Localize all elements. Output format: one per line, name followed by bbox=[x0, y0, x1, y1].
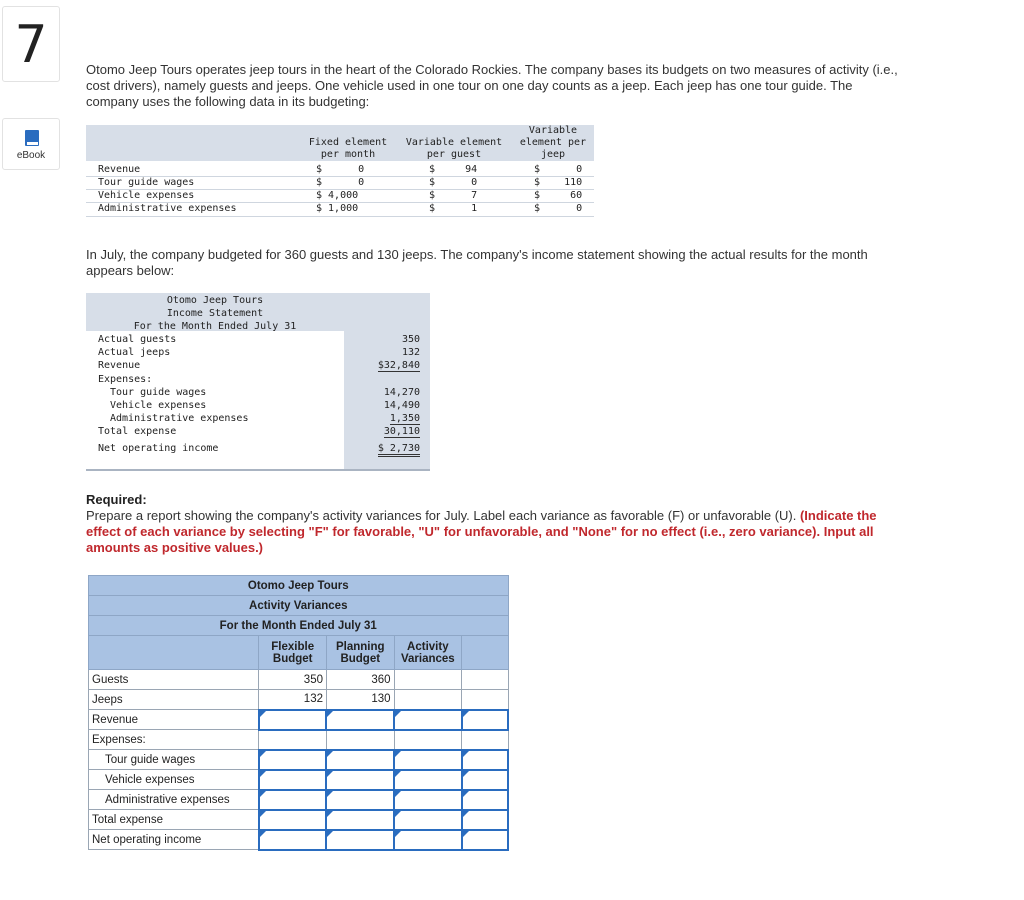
planning-administrative-expenses-input[interactable] bbox=[326, 790, 394, 810]
planning-vehicle-expenses-input[interactable] bbox=[326, 770, 394, 790]
flexible-guests: 350 bbox=[259, 670, 327, 690]
statement-value-actual-guests: 350 bbox=[401, 334, 420, 345]
flexible-revenue-input[interactable] bbox=[259, 710, 327, 730]
cell-value: $ 110 bbox=[534, 177, 583, 188]
cell-value: $ 4,000 bbox=[316, 190, 359, 201]
col-header-activity-variances: Activity Variances bbox=[394, 636, 462, 670]
july-paragraph: In July, the company budgeted for 360 guests and 130 jeeps. The company's income statement showing the actual results for the month appears below: bbox=[86, 247, 868, 278]
planning-jeeps: 130 bbox=[326, 690, 394, 710]
row-label-tour-guide-wages: Tour guide wages bbox=[98, 177, 195, 188]
cell-value: $ 7 bbox=[429, 190, 478, 201]
row-label-administrative-expenses: Administrative expenses bbox=[89, 790, 259, 810]
planning-net-operating-income-input[interactable] bbox=[326, 830, 394, 850]
row-label-vehicle-expenses: Vehicle expenses bbox=[98, 190, 195, 201]
flexible-tour-guide-wages-input[interactable] bbox=[259, 750, 327, 770]
table-row bbox=[89, 710, 509, 730]
required-instruction: (Indicate the effect of each variance by selecting "F" for favorable, "U" for unfavorable, and "None" for no effect (i.e., zero variance). Input all amounts as positive values.) bbox=[86, 508, 877, 555]
row-label-expenses: Expenses: bbox=[89, 730, 259, 750]
flexible-administrative-expenses-input[interactable] bbox=[259, 790, 327, 810]
variance-tour-guide-wages-input[interactable] bbox=[394, 750, 462, 770]
statement-label-total-expense: Total expense bbox=[98, 426, 177, 437]
variance-administrative-expenses-input[interactable] bbox=[394, 790, 462, 810]
required-heading: Required: bbox=[86, 492, 147, 507]
variance-revenue-input[interactable] bbox=[394, 710, 462, 730]
statement-value-revenue: $32,840 bbox=[377, 360, 420, 371]
cell-value: $ 1 bbox=[429, 203, 478, 214]
statement-company: Otomo Jeep Tours bbox=[166, 295, 264, 306]
statement-value-tour-guide-wages: 14,270 bbox=[383, 387, 420, 398]
col-header-fu bbox=[462, 636, 508, 670]
income-statement bbox=[86, 293, 430, 473]
row-label-revenue: Revenue bbox=[89, 710, 259, 730]
row-label-jeeps: Jeeps bbox=[89, 690, 259, 710]
budget-data-table bbox=[86, 125, 594, 221]
cell-value: $ 1,000 bbox=[316, 203, 359, 214]
statement-label-vehicle-expenses: Vehicle expenses bbox=[110, 400, 207, 411]
variance-vehicle-expenses-input[interactable] bbox=[394, 770, 462, 790]
row-label-net-operating-income: Net operating income bbox=[89, 830, 259, 850]
flexible-net-operating-income-input[interactable] bbox=[259, 830, 327, 850]
planning-total-expense-input[interactable] bbox=[326, 810, 394, 830]
statement-label-expenses: Expenses: bbox=[98, 374, 153, 385]
fu-total-expense-select[interactable] bbox=[462, 810, 508, 830]
question-number-box bbox=[2, 6, 60, 82]
required-text: Prepare a report showing the company's activity variances for July. Label each variance as favorable (F) or unfavorable (U). bbox=[86, 508, 800, 523]
statement-bottom-rule bbox=[86, 469, 430, 471]
report-period: For the Month Ended July 31 bbox=[89, 616, 509, 636]
table-row bbox=[89, 730, 509, 750]
table-row bbox=[89, 750, 509, 770]
statement-value-net-operating-income: $ 2,730 bbox=[378, 443, 420, 457]
cell-value: $ 0 bbox=[534, 164, 583, 175]
cell-value: $ 0 bbox=[429, 177, 478, 188]
planning-tour-guide-wages-input[interactable] bbox=[326, 750, 394, 770]
table-row bbox=[89, 810, 509, 830]
fu-tour-guide-wages-select[interactable] bbox=[462, 750, 508, 770]
cell-value: $ 0 bbox=[316, 177, 365, 188]
book-icon bbox=[24, 129, 40, 147]
row-label-revenue: Revenue bbox=[98, 164, 141, 175]
blank-cell bbox=[259, 730, 327, 750]
table-row bbox=[89, 770, 509, 790]
row-divider bbox=[86, 216, 594, 217]
blank-cell bbox=[462, 730, 508, 750]
intro-paragraph: Otomo Jeep Tours operates jeep tours in the heart of the Colorado Rockies. The company bases its budgets on two measures of activity (i.e., cost drivers), namely guests and jeeps. One vehicle used in one tour on one day counts as a jeep. Each jeep has one tour guide. The company uses the following data in its budgeting: bbox=[86, 62, 898, 109]
statement-label-actual-jeeps: Actual jeeps bbox=[98, 347, 171, 358]
planning-guests: 360 bbox=[326, 670, 394, 690]
required-section bbox=[86, 492, 906, 556]
row-label-guests: Guests bbox=[89, 670, 259, 690]
fu-administrative-expenses-select[interactable] bbox=[462, 790, 508, 810]
statement-label-tour-guide-wages: Tour guide wages bbox=[110, 387, 207, 398]
cell-value: $ 94 bbox=[429, 164, 478, 175]
blank-cell bbox=[462, 670, 508, 690]
cell-value: $ 0 bbox=[316, 164, 365, 175]
cell-value: $ 0 bbox=[534, 203, 583, 214]
col-header-flexible-budget: Flexible Budget bbox=[259, 636, 327, 670]
table-row bbox=[89, 790, 509, 810]
statement-label-net-operating-income: Net operating income bbox=[98, 443, 219, 454]
table-row bbox=[89, 690, 509, 710]
col-header-fixed: Fixed element per month bbox=[308, 137, 388, 160]
table-row bbox=[89, 830, 509, 850]
blank-cell bbox=[394, 670, 462, 690]
variance-net-operating-income-input[interactable] bbox=[394, 830, 462, 850]
row-label-tour-guide-wages: Tour guide wages bbox=[89, 750, 259, 770]
activity-variance-report bbox=[88, 575, 509, 851]
report-company: Otomo Jeep Tours bbox=[89, 576, 509, 596]
statement-value-vehicle-expenses: 14,490 bbox=[383, 400, 420, 411]
blank-cell bbox=[394, 690, 462, 710]
report-header-blank bbox=[89, 636, 259, 670]
statement-period: For the Month Ended July 31 bbox=[133, 321, 297, 332]
fu-net-operating-income-select[interactable] bbox=[462, 830, 508, 850]
row-label-total-expense: Total expense bbox=[89, 810, 259, 830]
blank-cell bbox=[462, 690, 508, 710]
fu-revenue-select[interactable] bbox=[462, 710, 508, 730]
ebook-button[interactable] bbox=[2, 118, 60, 170]
statement-label-revenue: Revenue bbox=[98, 360, 141, 371]
flexible-vehicle-expenses-input[interactable] bbox=[259, 770, 327, 790]
report-title: Activity Variances bbox=[89, 596, 509, 616]
statement-value-administrative-expenses: 1,350 bbox=[389, 413, 420, 424]
statement-value-actual-jeeps: 132 bbox=[401, 347, 420, 358]
row-label-administrative-expenses: Administrative expenses bbox=[98, 203, 237, 214]
ebook-label: eBook bbox=[16, 150, 46, 161]
statement-value-total-expense: 30,110 bbox=[383, 426, 420, 437]
statement-title: Income Statement bbox=[166, 308, 264, 319]
blank-cell bbox=[326, 730, 394, 750]
row-label-vehicle-expenses: Vehicle expenses bbox=[89, 770, 259, 790]
col-header-planning-budget: Planning Budget bbox=[326, 636, 394, 670]
planning-revenue-input[interactable] bbox=[326, 710, 394, 730]
table-row bbox=[89, 670, 509, 690]
statement-label-administrative-expenses: Administrative expenses bbox=[110, 413, 249, 424]
flexible-jeeps: 132 bbox=[259, 690, 327, 710]
flexible-total-expense-input[interactable] bbox=[259, 810, 327, 830]
col-header-per-jeep: Variable element per jeep bbox=[519, 125, 587, 160]
statement-label-actual-guests: Actual guests bbox=[98, 334, 177, 345]
variance-total-expense-input[interactable] bbox=[394, 810, 462, 830]
fu-vehicle-expenses-select[interactable] bbox=[462, 770, 508, 790]
question-number: 7 bbox=[14, 15, 48, 75]
blank-cell bbox=[394, 730, 462, 750]
cell-value: $ 60 bbox=[534, 190, 583, 201]
col-header-per-guest: Variable element per guest bbox=[405, 137, 503, 160]
